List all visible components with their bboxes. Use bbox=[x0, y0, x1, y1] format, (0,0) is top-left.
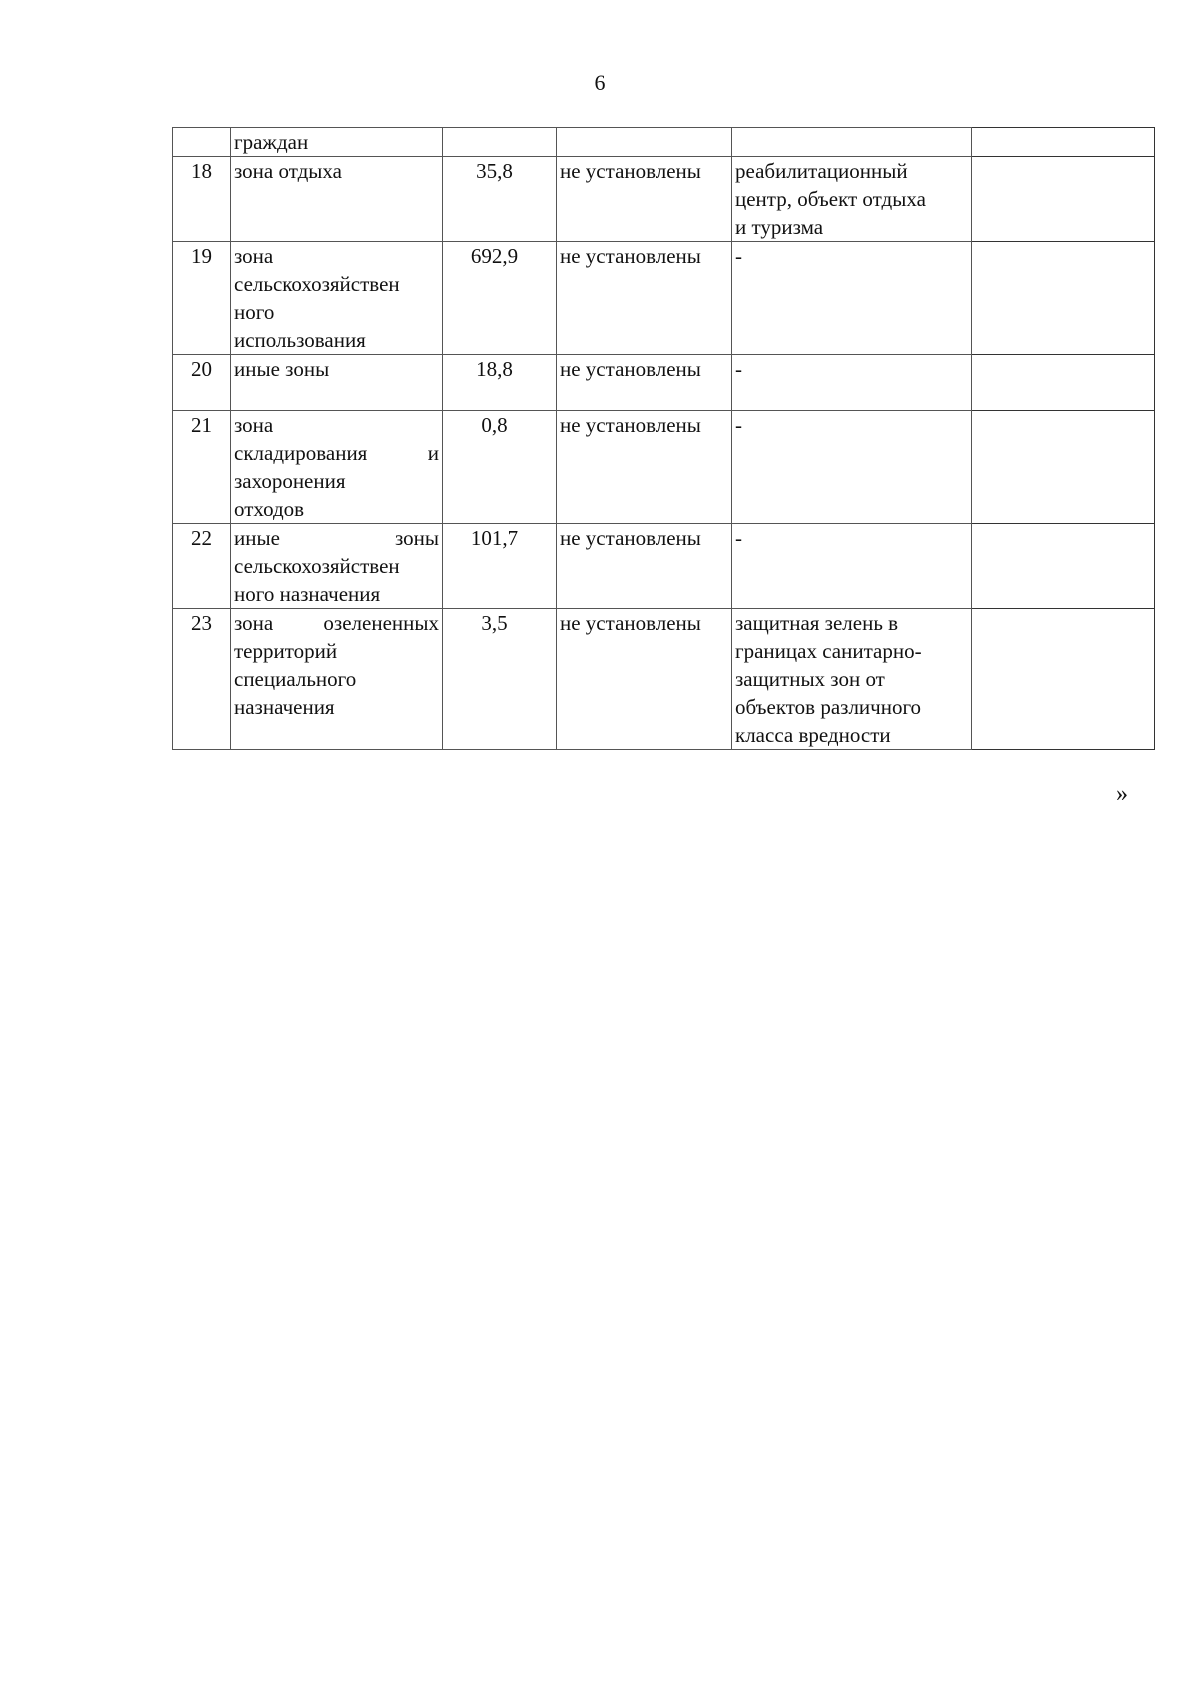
zone-objects-cell: - bbox=[732, 355, 972, 411]
zone-objects-line: защитная зелень в bbox=[735, 611, 899, 635]
zone-name-line: граждан bbox=[234, 130, 309, 154]
empty-cell bbox=[972, 609, 1155, 750]
zone-area-cell: 3,5 bbox=[443, 609, 557, 750]
zone-params-cell: не установлены bbox=[557, 355, 732, 411]
zone-name-line: зона bbox=[234, 413, 274, 437]
zone-name-line: сельскохозяйствен bbox=[234, 272, 400, 296]
zone-name-cell bbox=[231, 355, 443, 411]
zone-objects-line: центр, объект отдыха bbox=[735, 187, 926, 211]
page-number: 6 bbox=[594, 70, 606, 95]
zone-objects-cell bbox=[732, 128, 972, 157]
zone-area-cell: 0,8 bbox=[443, 411, 557, 524]
zone-area-cell: 101,7 bbox=[443, 524, 557, 609]
zone-name-line: иные зоны bbox=[234, 357, 330, 381]
zone-name-cell bbox=[231, 157, 443, 242]
zone-objects-line: и туризма bbox=[735, 215, 824, 239]
empty-cell bbox=[972, 242, 1155, 355]
zone-name-line: сельскохозяйствен bbox=[234, 554, 400, 578]
zone-name-line: ного bbox=[234, 300, 275, 324]
zone-params-cell: не установлены bbox=[557, 524, 732, 609]
zone-area-cell: 18,8 bbox=[443, 355, 557, 411]
zone-objects-line: класса вредности bbox=[735, 723, 891, 747]
zone-params-cell: не установлены bbox=[557, 609, 732, 750]
zone-objects-cell: - bbox=[732, 242, 972, 355]
zone-name-line: иные зоны bbox=[234, 526, 439, 550]
zone-name-line: зона отдыха bbox=[234, 159, 342, 183]
zone-name-line: специального bbox=[234, 667, 357, 691]
zone-objects-line: границах санитарно- bbox=[735, 639, 922, 663]
table-row bbox=[173, 355, 1155, 411]
table-row bbox=[173, 157, 1155, 242]
table-row bbox=[173, 411, 1155, 524]
zone-params-cell: не установлены bbox=[557, 242, 732, 355]
zone-objects-line: объектов различного bbox=[735, 695, 922, 719]
zone-name-cell bbox=[231, 609, 443, 750]
empty-cell bbox=[972, 128, 1155, 157]
zone-name-cell bbox=[231, 242, 443, 355]
zone-objects-cell: - bbox=[732, 411, 972, 524]
row-number-cell: 18 bbox=[173, 157, 231, 242]
row-number-cell: 23 bbox=[173, 609, 231, 750]
zone-name-line: территорий bbox=[234, 639, 338, 663]
zone-name-line: зона bbox=[234, 244, 274, 268]
zone-name-line: складирования и bbox=[234, 441, 439, 465]
zone-params-cell: не установлены bbox=[557, 411, 732, 524]
zone-area-cell: 692,9 bbox=[443, 242, 557, 355]
table-row bbox=[173, 609, 1155, 750]
row-number-cell: 19 bbox=[173, 242, 231, 355]
row-number-cell: 22 bbox=[173, 524, 231, 609]
zone-name-cell bbox=[231, 128, 443, 157]
zone-area-cell bbox=[443, 128, 557, 157]
closing-quote-mark: » bbox=[1116, 781, 1128, 807]
zone-name-line: захоронения bbox=[234, 469, 346, 493]
empty-cell bbox=[972, 411, 1155, 524]
table-row bbox=[173, 524, 1155, 609]
zone-objects-line: реабилитационный bbox=[735, 159, 908, 183]
zone-name-cell bbox=[231, 411, 443, 524]
zone-name-cell bbox=[231, 524, 443, 609]
zone-name-line: отходов bbox=[234, 497, 305, 521]
empty-cell bbox=[972, 157, 1155, 242]
table-row bbox=[173, 242, 1155, 355]
row-number-cell: 21 bbox=[173, 411, 231, 524]
zone-area-cell: 35,8 bbox=[443, 157, 557, 242]
zone-name-line: использования bbox=[234, 328, 366, 352]
zone-objects-cell: - bbox=[732, 524, 972, 609]
zone-objects-line: защитных зон от bbox=[735, 667, 885, 691]
zone-name-line: зона озелененных bbox=[234, 611, 439, 635]
zone-name-line: назначения bbox=[234, 695, 335, 719]
zone-params-cell bbox=[557, 128, 732, 157]
zone-objects-cell bbox=[732, 157, 972, 242]
zone-name-line: ного назначения bbox=[234, 582, 381, 606]
zones-table-body bbox=[173, 128, 1155, 750]
row-number-cell bbox=[173, 128, 231, 157]
table-row bbox=[173, 128, 1155, 157]
zone-params-cell: не установлены bbox=[557, 157, 732, 242]
row-number-cell: 20 bbox=[173, 355, 231, 411]
zone-objects-cell bbox=[732, 609, 972, 750]
empty-cell bbox=[972, 524, 1155, 609]
zones-table bbox=[172, 127, 1155, 750]
empty-cell bbox=[972, 355, 1155, 411]
